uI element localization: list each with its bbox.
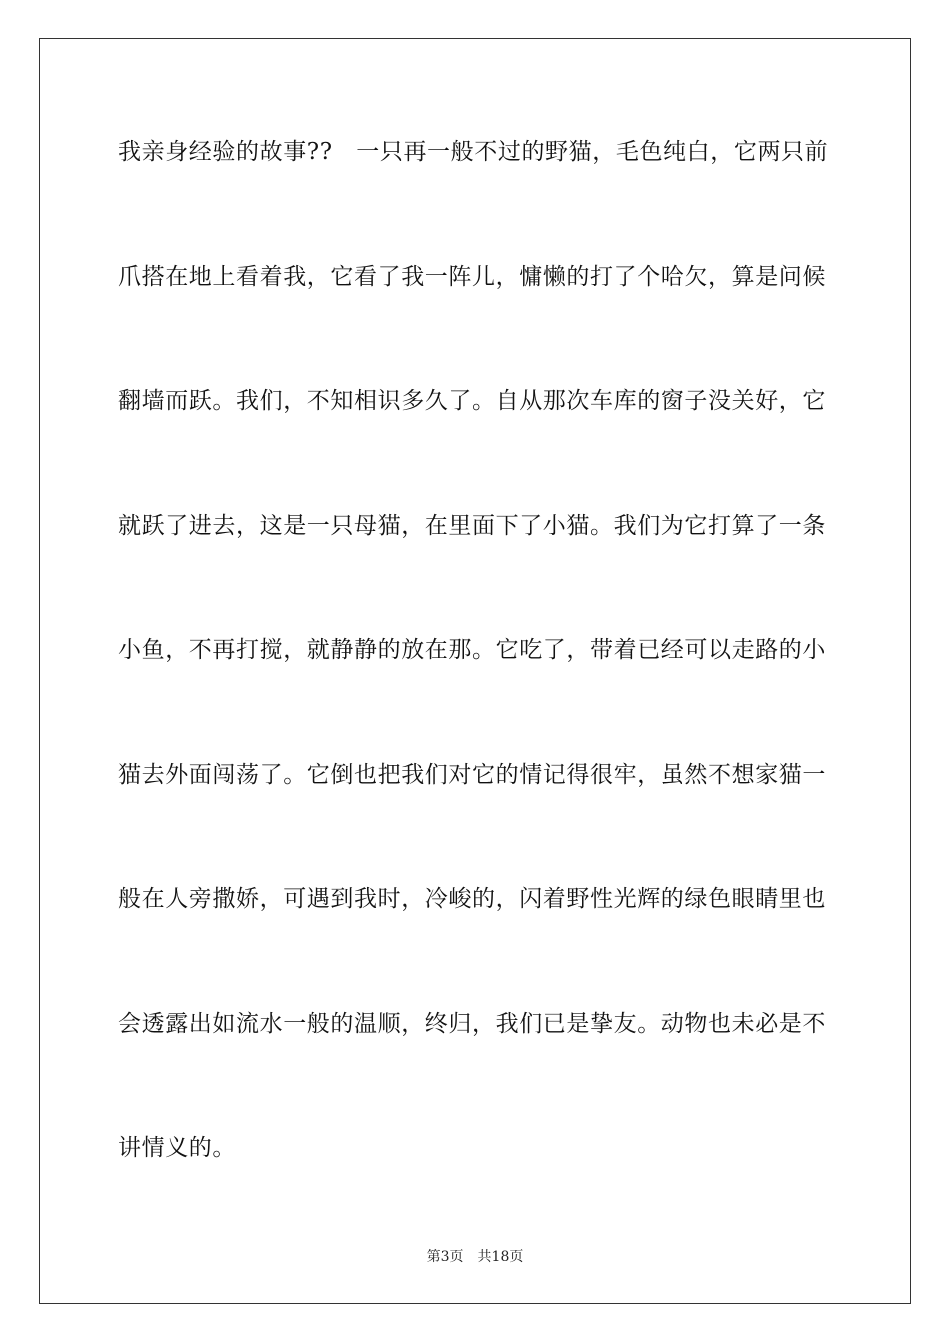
- text-line: 小鱼，不再打搅，就静静的放在那。它吃了，带着已经可以走路的小: [118, 637, 826, 663]
- text-line: 我亲身经验的故事?? 一只再一般不过的野猫，毛色纯白，它两只前: [118, 139, 829, 165]
- text-line: 般在人旁撒娇，可遇到我时，冷峻的，闪着野性光辉的绿色眼睛里也: [118, 886, 826, 912]
- text-line: 就跃了进去，这是一只母猫，在里面下了小猫。我们为它打算了一条: [118, 512, 826, 539]
- text-line: 猫去外面闯荡了。它倒也把我们对它的情记得很牢，虽然不想家猫一: [118, 761, 826, 788]
- text-line: 讲情义的。: [118, 1135, 236, 1161]
- text-line: 翻墙而跃。我们，不知相识多久了。自从那次车库的窗子没关好，它: [118, 388, 826, 414]
- text-line: 爪搭在地上看着我，它看了我一阵儿，慵懒的打了个哈欠，算是问候: [118, 263, 826, 290]
- page-number: 第3页: [426, 1249, 464, 1265]
- text-line: 会透露出如流水一般的温顺，终归，我们已是挚友。动物也未必是不: [118, 1010, 826, 1037]
- page-total: 共18页: [477, 1249, 524, 1265]
- page-footer: [0, 1246, 950, 1266]
- document-body: [118, 130, 834, 1251]
